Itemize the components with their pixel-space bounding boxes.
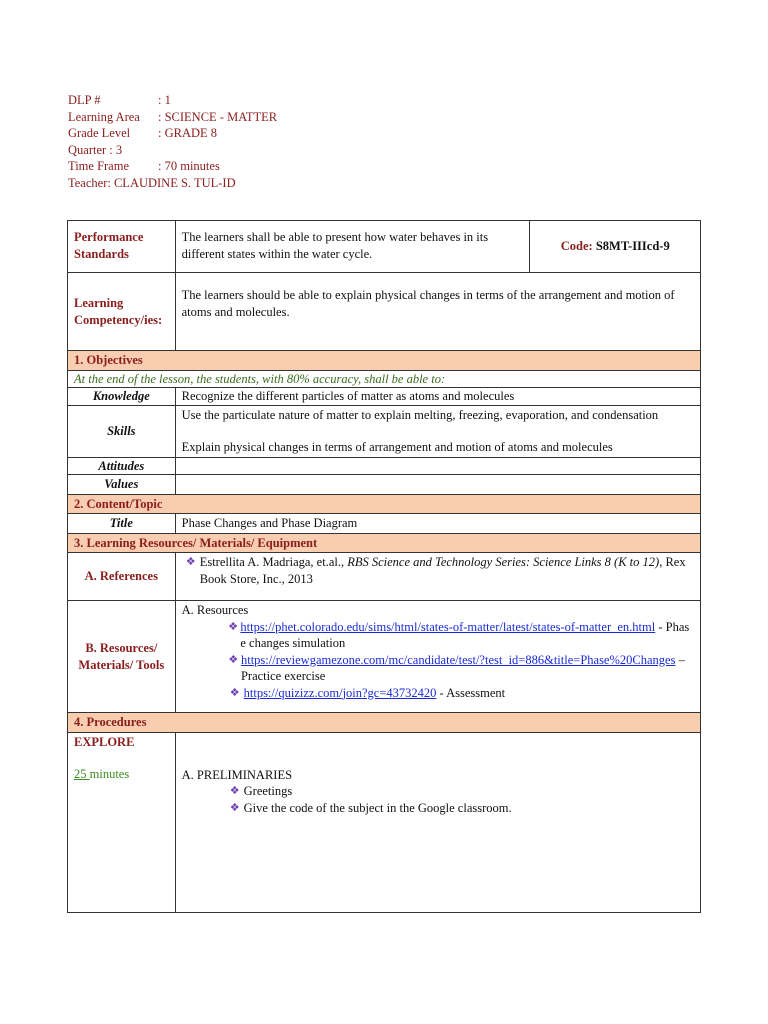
diamond-bullet-icon: ❖ [229,686,240,699]
content-heading-row [68,494,701,514]
values-label: Values [68,475,176,495]
objectives-heading: 1. Objectives [68,351,701,371]
knowledge-text: Recognize the different particles of matter as atoms and molecules [175,388,700,406]
explore-label: EXPLORE [74,734,135,749]
performance-text: The learners shall be able to present how water behaves in its different states within the water cycle. [175,221,530,273]
materials-row [68,601,701,713]
competency-text: The learners should be able to explain physical changes in terms of the arrangement and motion of atoms and molecules. [175,273,700,351]
references-row [68,553,701,601]
performance-row [68,221,701,273]
code-cell [530,221,701,273]
title-row [68,514,701,534]
header-value: : 70 minutes [158,159,220,173]
header-row-dlp [68,92,277,109]
code-value: S8MT-IIIcd-9 [595,239,670,254]
attitudes-row [68,457,701,475]
header-label: Learning Area [68,109,140,124]
diamond-bullet-icon: ❖ [229,801,240,814]
skills-cell [175,405,700,457]
preliminaries-heading: A. PRELIMINARIES [181,767,293,782]
header-value: : GRADE 8 [158,126,218,140]
quizizz-link[interactable]: https://quizizz.com/join?gc=43732420 [243,685,437,700]
lesson-plan-table [67,220,701,913]
preliminary-item-text: Greetings [243,784,293,798]
code-key: Code: [560,239,593,254]
resources-heading-row [68,533,701,553]
diamond-bullet-icon: ❖ [185,556,196,568]
performance-label: Performance Standards [68,221,176,273]
header-label: Grade Level [68,126,131,140]
content-heading: 2. Content/Topic [68,494,701,514]
header-row-time-frame [68,158,277,175]
resource-item-3 [182,685,694,702]
references-cell [175,553,700,601]
phet-simulation-link[interactable]: https://phet.colorado.edu/sims/html/states-of-matter/latest/states-of-matter_en.html [240,619,656,634]
objectives-intro-row [68,370,701,388]
skills-text-2: Explain physical changes in terms of arrangement and motion of atoms and molecules [181,440,613,454]
competency-label: Learning Competency/ies: [68,273,176,351]
preliminary-item-text: Give the code of the subject in the Google classroom. [243,800,512,815]
objectives-intro: At the end of the lesson, the students, with 80% accuracy, shall be able to: [68,370,701,388]
header-value: : SCIENCE - MATTER [158,109,278,124]
link-description: - Assessment [436,685,506,700]
title-text: Phase Changes and Phase Diagram [175,514,700,534]
procedures-heading: 4. Procedures [68,713,701,733]
duration-unit: minutes [89,767,130,781]
skills-row [68,405,701,457]
header-row-grade-level [68,125,277,142]
resource-item-2 [182,652,694,685]
diamond-bullet-icon: ❖ [228,653,239,666]
objectives-heading-row [68,351,701,371]
link-description: - Phase changes simulation [240,619,690,650]
explore-duration [74,766,169,783]
header-label: Quarter : 3 [68,142,123,157]
values-text [175,475,700,495]
header-label: DLP # [68,93,101,107]
materials-cell [175,601,700,713]
explore-cell [68,732,176,912]
header-row-quarter [68,142,277,159]
link-description: – Practice exercise [240,652,685,683]
header-value: : 1 [158,93,171,107]
resources-heading: 3. Learning Resources/ Materials/ Equipment [68,533,701,553]
skills-text-1: Use the particulate nature of matter to explain melting, freezing, evaporation, and condensation [181,407,659,422]
values-row [68,475,701,495]
preliminary-item-1 [182,783,694,800]
reference-text [200,554,694,587]
header-label: Time Frame [68,159,129,173]
explore-row [68,732,701,912]
knowledge-label: Knowledge [68,388,176,406]
reviewgamezone-link[interactable]: https://reviewgamezone.com/mc/candidate/test/?test_id=886&title=Phase%20Changes [240,652,676,667]
reference-publisher: , Rex Book Store, Inc., 2013 [199,555,686,586]
diamond-bullet-icon: ❖ [228,620,238,633]
diamond-bullet-icon: ❖ [229,785,240,797]
procedures-heading-row [68,713,701,733]
skills-label: Skills [68,405,176,457]
resource-item-1 [182,619,694,652]
preliminary-item-2 [182,800,694,817]
reference-author: Estrellita A. Madriaga, et.al., [199,555,348,569]
header-teacher: Teacher: CLAUDINE S. TUL-ID [68,175,236,190]
reference-title: RBS Science and Technology Series: Science Links 8 (K to 12) [347,555,660,569]
duration-number: 25 [74,767,90,781]
attitudes-text [175,457,700,475]
references-label: A. References [68,553,176,601]
preliminaries-cell [175,732,700,912]
title-label: Title [68,514,176,534]
dlp-header [68,92,277,191]
resources-subheading: A. Resources [181,603,249,617]
competency-row [68,273,701,351]
materials-label: B. Resources/ Materials/ Tools [68,601,176,713]
attitudes-label: Attitudes [68,457,176,475]
header-row-learning-area [68,109,277,126]
knowledge-row [68,388,701,406]
